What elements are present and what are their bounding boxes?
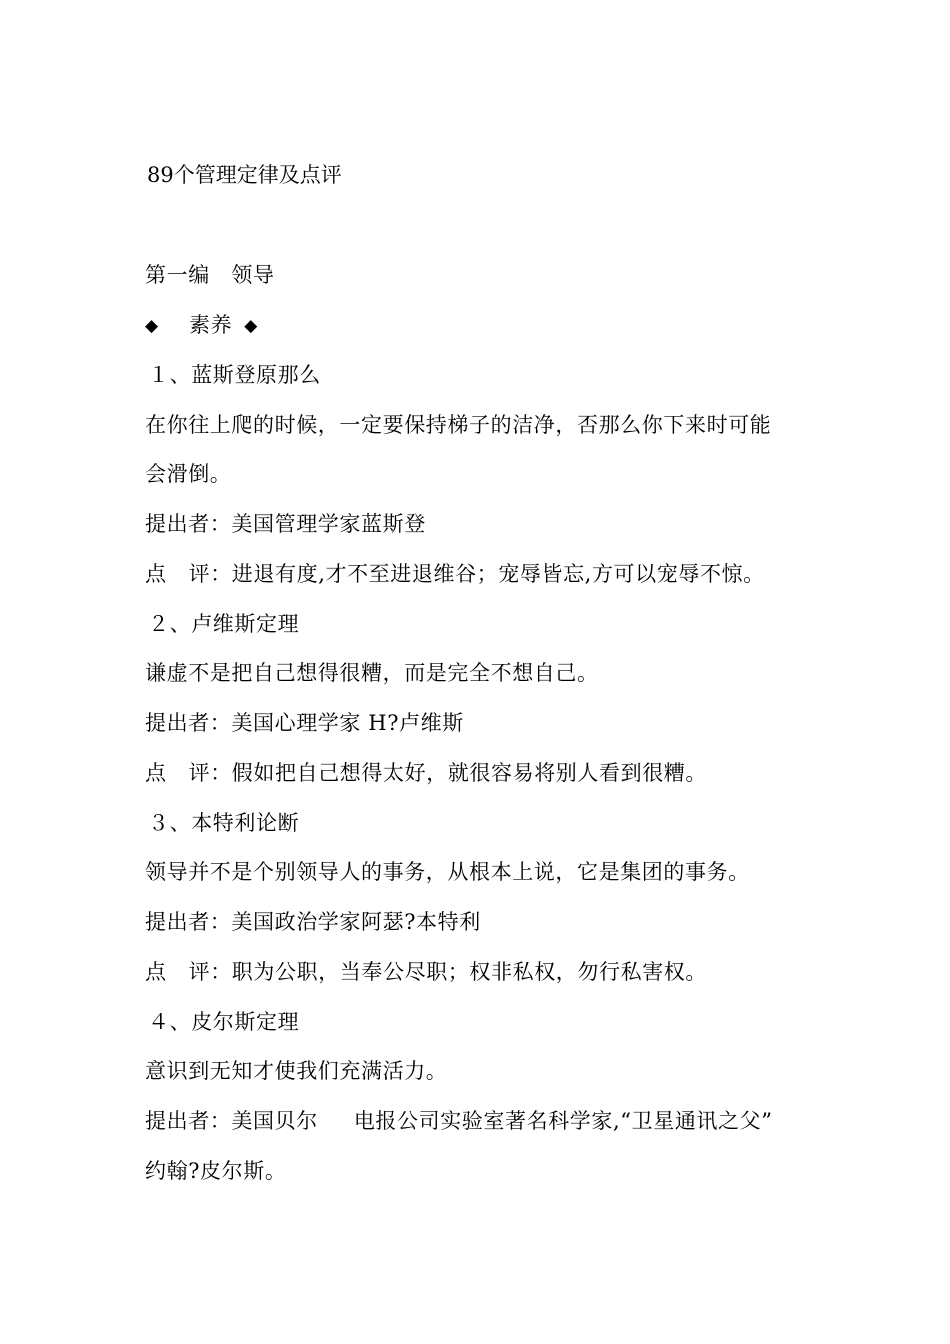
item-heading-4: ４、皮尔斯定理 xyxy=(148,1010,300,1034)
item-body-3-line-1: 领导并不是个别领导人的事务，从根本上说，它是集团的事务。 xyxy=(145,860,750,884)
comment-prefix: 点 xyxy=(145,960,167,984)
proposer-part-a: 提出者：美国贝尔 xyxy=(145,1109,318,1133)
item-proposer-2: 提出者：美国心理学家 H?卢维斯 xyxy=(145,711,464,735)
item-heading-3: ３、本特利论断 xyxy=(148,811,300,835)
comment-prefix: 点 xyxy=(145,562,167,586)
item-proposer-1: 提出者：美国管理学家蓝斯登 xyxy=(145,512,426,536)
proposer-part-b: 电报公司实验室著名科学家,“卫星通讯之父” xyxy=(353,1109,773,1133)
item-body-2-line-1: 谦虚不是把自己想得很糟，而是完全不想自己。 xyxy=(145,661,599,685)
comment-text: 评：假如把自己想得太好，就很容易将别人看到很糟。 xyxy=(188,761,708,785)
item-comment-1 xyxy=(145,559,765,589)
item-comment-3 xyxy=(145,957,707,987)
diamond-right-icon: ◆ xyxy=(244,316,258,336)
item-proposer-4-line-2: 约翰?皮尔斯。 xyxy=(145,1159,287,1183)
comment-text: 评：进退有度,才不至进退维谷；宠辱皆忘,方可以宠辱不惊。 xyxy=(188,562,765,586)
item-body-1-line-1: 在你往上爬的时候，一定要保持梯子的洁净，否那么你下来时可能 xyxy=(145,413,772,437)
item-heading-2: ２、卢维斯定理 xyxy=(148,612,300,636)
comment-prefix: 点 xyxy=(145,761,167,785)
item-proposer-4 xyxy=(145,1106,773,1136)
document-title: 89个管理定律及点评 xyxy=(147,163,342,187)
item-body-1-line-2: 会滑倒。 xyxy=(145,462,232,486)
part-heading: 第一编 领导 xyxy=(145,263,275,287)
item-comment-2 xyxy=(145,758,707,788)
comment-text: 评：职为公职，当奉公尽职；权非私权，勿行私害权。 xyxy=(188,960,708,984)
item-proposer-3: 提出者：美国政治学家阿瑟?本特利 xyxy=(145,910,481,934)
section-heading xyxy=(145,310,258,341)
item-heading-1: １、蓝斯登原那么 xyxy=(148,363,321,387)
section-label: 素养 xyxy=(189,313,233,337)
diamond-left-icon: ◆ xyxy=(145,316,159,336)
item-body-4-line-1: 意识到无知才使我们充满活力。 xyxy=(145,1059,448,1083)
